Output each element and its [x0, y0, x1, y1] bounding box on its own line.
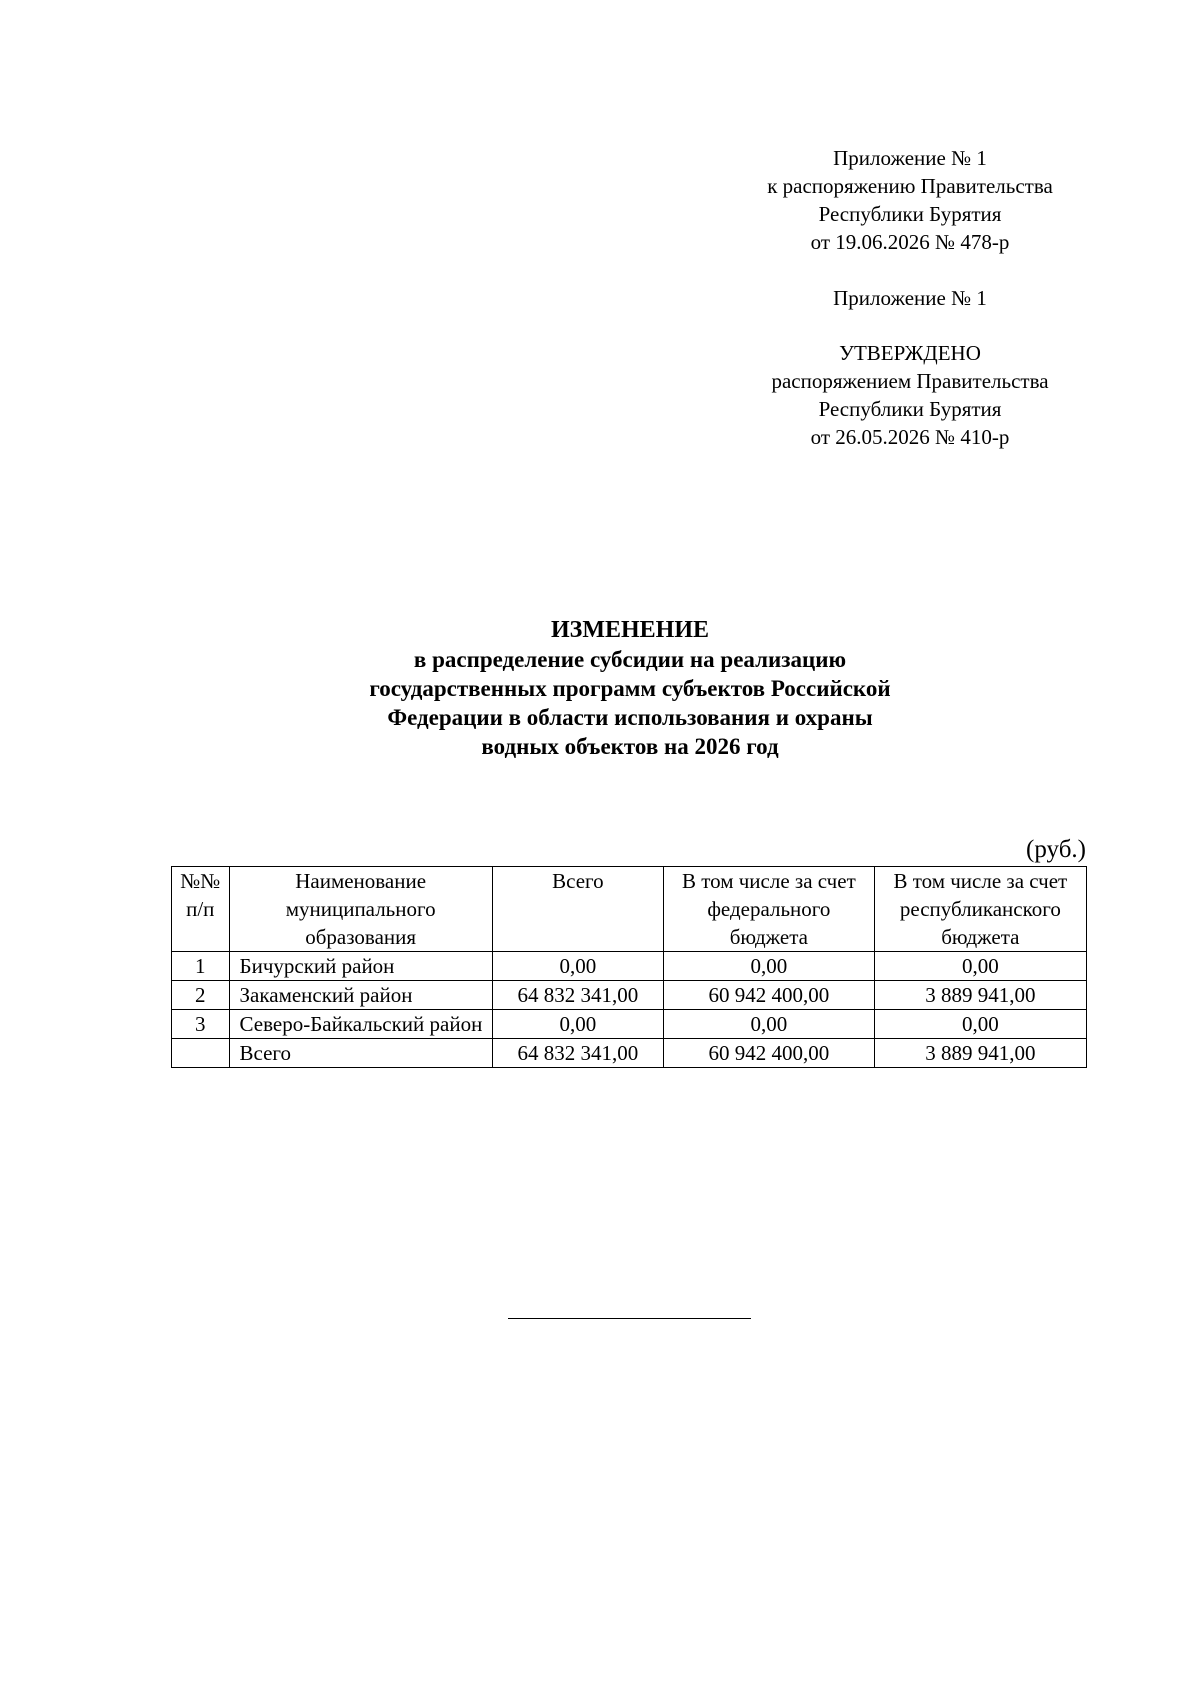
row-federal: 60 942 400,00	[664, 981, 875, 1010]
approved-decree: распоряжением Правительства	[771, 369, 1049, 393]
title-line-3: Федерации в области использования и охраны	[387, 705, 873, 730]
appendix-reference	[740, 144, 1080, 256]
row-federal: 0,00	[664, 1010, 875, 1039]
row-republic: 3 889 941,00	[874, 981, 1086, 1010]
header-federal: В том числе за счет федерального бюджета	[664, 867, 875, 952]
table-totals-row	[172, 1039, 1087, 1068]
row-name: Северо-Байкальский район	[229, 1010, 492, 1039]
approved-republic: Республики Бурятия	[818, 397, 1002, 421]
row-republic: 0,00	[874, 1010, 1086, 1039]
appendix-second-title: Приложение № 1	[833, 286, 987, 310]
appendix-date: от 19.06.2026 № 478-р	[810, 230, 1010, 254]
row-num: 2	[172, 981, 230, 1010]
approval-stamp	[740, 339, 1080, 451]
totals-federal: 60 942 400,00	[664, 1039, 875, 1068]
approved-date: от 26.05.2026 № 410-р	[810, 425, 1010, 449]
header-total: Всего	[492, 867, 663, 952]
document-title	[170, 616, 1090, 761]
row-name: Бичурский район	[229, 952, 492, 981]
table-row	[172, 1010, 1087, 1039]
subsidy-distribution-table	[171, 866, 1087, 1068]
row-federal: 0,00	[664, 952, 875, 981]
table-header-row	[172, 867, 1087, 952]
row-total: 64 832 341,00	[492, 981, 663, 1010]
row-num: 3	[172, 1010, 230, 1039]
row-total: 0,00	[492, 952, 663, 981]
appendix-republic: Республики Бурятия	[818, 202, 1002, 226]
header-name: Наименование муниципального образования	[229, 867, 492, 952]
approved-label: УТВЕРЖДЕНО	[839, 341, 981, 365]
header-republic: В том числе за счет республиканского бюджета	[874, 867, 1086, 952]
totals-num	[172, 1039, 230, 1068]
title-line-4: водных объектов на 2026 год	[481, 734, 779, 759]
header-num: №№ п/п	[172, 867, 230, 952]
appendix-decree: к распоряжению Правительства	[767, 174, 1053, 198]
row-republic: 0,00	[874, 952, 1086, 981]
totals-total: 64 832 341,00	[492, 1039, 663, 1068]
title-line-1: в распределение субсидии на реализацию	[413, 647, 847, 672]
table-row	[172, 981, 1087, 1010]
appendix-second-reference	[740, 284, 1080, 312]
row-num: 1	[172, 952, 230, 981]
row-name: Закаменский район	[229, 981, 492, 1010]
table-row	[172, 952, 1087, 981]
totals-republic: 3 889 941,00	[874, 1039, 1086, 1068]
currency-unit: (руб.)	[1026, 836, 1086, 863]
title-heading: ИЗМЕНЕНИЕ	[550, 617, 709, 643]
appendix-title: Приложение № 1	[833, 146, 987, 170]
totals-label: Всего	[229, 1039, 492, 1068]
title-line-2: государственных программ субъектов Российской	[369, 676, 891, 701]
end-of-document-rule	[508, 1318, 751, 1319]
row-total: 0,00	[492, 1010, 663, 1039]
